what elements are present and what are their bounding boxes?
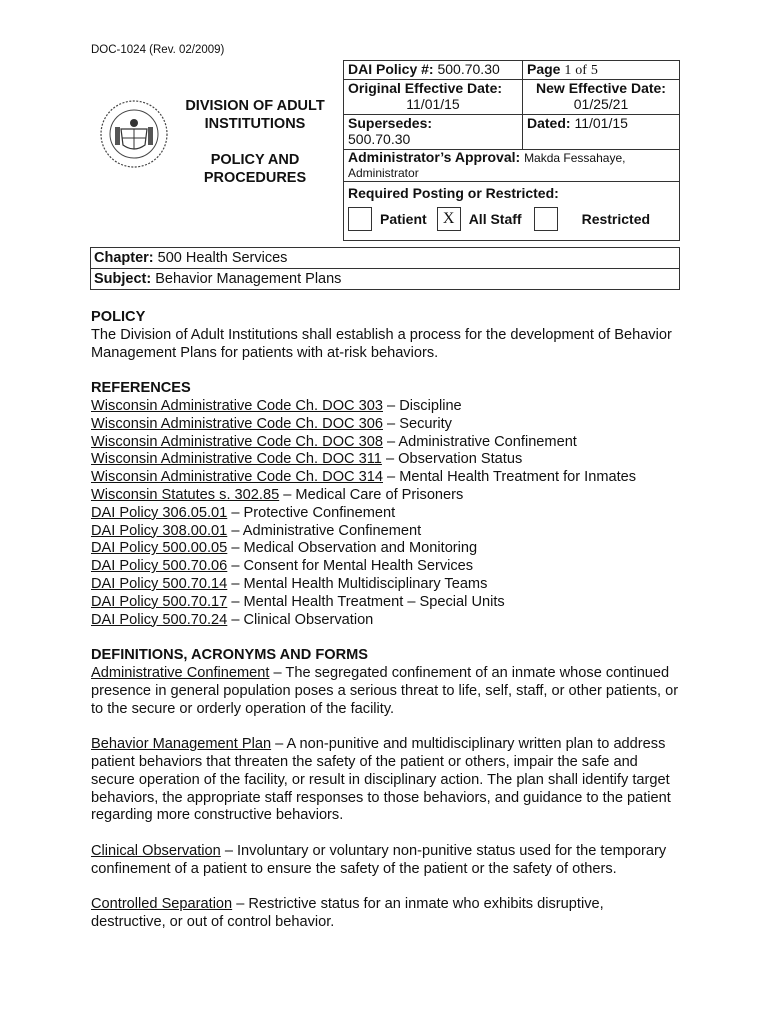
reference-desc: – Administrative Confinement bbox=[227, 522, 422, 539]
reference-item bbox=[91, 505, 681, 523]
definition-text: – The segregated confinement of an inmate whose continued presence in general population poses a serious threat to life, self, staff, or other patients, or to the secure or orderly operation of the facility. bbox=[91, 664, 679, 717]
original-effective-cell bbox=[344, 80, 523, 115]
supersedes-value: 500.70.30 bbox=[348, 131, 411, 147]
reference-item bbox=[91, 594, 681, 612]
division-title: DIVISION OF ADULT INSTITUTIONS bbox=[185, 97, 325, 132]
document-body bbox=[91, 309, 681, 932]
page-label: Page bbox=[527, 61, 561, 77]
reference-item bbox=[91, 576, 681, 594]
state-seal-icon bbox=[99, 99, 169, 169]
definition-term: Clinical Observation bbox=[91, 842, 221, 859]
restricted-checkbox[interactable] bbox=[534, 207, 558, 231]
reference-item bbox=[91, 612, 681, 630]
policy-title: POLICY bbox=[91, 309, 146, 325]
reference-link[interactable]: DAI Policy 500.70.17 bbox=[91, 593, 228, 610]
new-effective-cell bbox=[523, 80, 680, 115]
reference-desc: – Medical Care of Prisoners bbox=[279, 486, 464, 503]
reference-item bbox=[91, 523, 681, 541]
patient-label: Patient bbox=[380, 211, 427, 227]
definition-term: Controlled Separation bbox=[91, 896, 233, 913]
posting-options bbox=[348, 207, 675, 231]
definition-text: – Restrictive status for an inmate who exhibits disruptive, destructive, or out of control behavior. bbox=[91, 896, 604, 931]
posting-label: Required Posting or Restricted: bbox=[348, 185, 559, 201]
reference-item bbox=[91, 487, 681, 505]
dated-cell bbox=[523, 115, 680, 150]
reference-link[interactable]: Wisconsin Statutes s. 302.85 bbox=[91, 486, 280, 503]
reference-link[interactable]: Wisconsin Administrative Code Ch. DOC 306 bbox=[91, 415, 383, 432]
reference-item bbox=[91, 469, 681, 487]
policy-number-label: DAI Policy #: bbox=[348, 61, 434, 77]
subject-label: Subject: bbox=[94, 271, 152, 287]
reference-item bbox=[91, 416, 681, 434]
new-effective-label: New Effective Date: bbox=[536, 80, 666, 96]
reference-desc: – Mental Health Treatment for Inmates bbox=[383, 469, 637, 486]
reference-desc: – Clinical Observation bbox=[227, 611, 374, 628]
document-number: DOC-1024 (Rev. 02/2009) bbox=[91, 44, 225, 56]
definition-item bbox=[91, 665, 681, 718]
definition-text: – A non-punitive and multidisciplinary written plan to address patient behaviors that threaten the safety of the patient or others, impair the safe and secure operation of the facility, or result in disciplinary action. The plan shall identify target behaviors, the appropriate staff responses to those behaviors, and guidance to the patient regarding more constructive behaviors. bbox=[91, 736, 671, 824]
references-title: REFERENCES bbox=[91, 380, 191, 397]
patient-checkbox[interactable] bbox=[348, 207, 372, 231]
definition-text: – Involuntary or voluntary non-punitive status used for the temporary confinement of a patient to ensure the safety of the patient or the safety of others. bbox=[91, 842, 667, 877]
subject-value: Behavior Management Plans bbox=[155, 271, 342, 287]
chapter-label: Chapter: bbox=[94, 250, 154, 266]
supersedes-label: Supersedes: bbox=[348, 115, 433, 131]
new-effective-date: 01/25/21 bbox=[573, 96, 629, 112]
references-list bbox=[91, 398, 681, 629]
original-effective-date: 11/01/15 bbox=[406, 96, 460, 112]
subject-row bbox=[91, 269, 680, 290]
header-left-cell bbox=[90, 61, 344, 241]
all-staff-checkbox[interactable]: X bbox=[437, 207, 461, 231]
reference-link[interactable]: Wisconsin Administrative Code Ch. DOC 308 bbox=[91, 433, 383, 450]
supersedes-cell bbox=[344, 115, 523, 150]
page-of: of bbox=[575, 63, 587, 78]
approval-label: Administrator’s Approval: bbox=[348, 149, 521, 165]
approval-title: Administrator bbox=[348, 166, 419, 180]
reference-link[interactable]: DAI Policy 500.70.06 bbox=[91, 558, 228, 575]
policy-number-cell bbox=[344, 61, 523, 80]
reference-desc: – Administrative Confinement bbox=[383, 433, 577, 450]
reference-item bbox=[91, 398, 681, 416]
page-cell bbox=[523, 61, 680, 80]
approval-cell bbox=[344, 150, 680, 182]
original-effective-label: Original Effective Date: bbox=[348, 80, 503, 96]
definition-item bbox=[91, 843, 681, 879]
dated-value: 11/01/15 bbox=[574, 115, 628, 131]
chapter-subject-table bbox=[90, 247, 680, 290]
reference-desc: – Discipline bbox=[383, 397, 462, 414]
header-table bbox=[90, 60, 680, 241]
policy-number-value: 500.70.30 bbox=[437, 61, 500, 77]
definition-item bbox=[91, 896, 681, 932]
reference-link[interactable]: DAI Policy 500.70.24 bbox=[91, 611, 228, 628]
chapter-value: 500 Health Services bbox=[157, 250, 288, 266]
definition-term: Administrative Confinement bbox=[91, 664, 270, 681]
reference-link[interactable]: DAI Policy 500.70.14 bbox=[91, 575, 228, 592]
reference-desc: – Medical Observation and Monitoring bbox=[227, 540, 478, 557]
reference-link[interactable]: DAI Policy 308.00.01 bbox=[91, 522, 228, 539]
reference-item bbox=[91, 451, 681, 469]
policy-procedures-title: POLICY AND PROCEDURES bbox=[203, 151, 307, 186]
definitions-title: DEFINITIONS, ACRONYMS AND FORMS bbox=[91, 647, 369, 664]
page-total: 5 bbox=[590, 63, 598, 78]
all-staff-label: All Staff bbox=[468, 211, 522, 227]
reference-desc: – Protective Confinement bbox=[227, 504, 396, 521]
chapter-row bbox=[91, 248, 680, 269]
reference-desc: – Mental Health Multidisciplinary Teams bbox=[227, 575, 488, 592]
definition-term: Behavior Management Plan bbox=[91, 736, 272, 753]
reference-item bbox=[91, 540, 681, 558]
page-number: 1 bbox=[564, 63, 572, 78]
reference-desc: – Observation Status bbox=[381, 451, 523, 468]
dated-label: Dated: bbox=[527, 115, 571, 131]
reference-desc: – Security bbox=[383, 415, 452, 432]
posting-cell bbox=[344, 182, 680, 241]
reference-link[interactable]: Wisconsin Administrative Code Ch. DOC 311 bbox=[91, 451, 382, 468]
approval-name: Makda Fessahaye, bbox=[524, 151, 626, 165]
definition-item bbox=[91, 736, 681, 825]
reference-link[interactable]: DAI Policy 306.05.01 bbox=[91, 504, 228, 521]
reference-link[interactable]: Wisconsin Administrative Code Ch. DOC 314 bbox=[91, 469, 383, 486]
policy-text: The Division of Adult Institutions shall establish a process for the development of Behavior Management Plans for patients with at-risk behaviors. bbox=[91, 326, 672, 361]
reference-desc: – Consent for Mental Health Services bbox=[227, 558, 474, 575]
reference-item bbox=[91, 558, 681, 576]
restricted-label: Restricted bbox=[581, 211, 651, 227]
reference-desc: – Mental Health Treatment – Special Units bbox=[227, 593, 505, 610]
reference-link[interactable]: Wisconsin Administrative Code Ch. DOC 303 bbox=[91, 397, 383, 414]
reference-link[interactable]: DAI Policy 500.00.05 bbox=[91, 540, 228, 557]
reference-item bbox=[91, 434, 681, 452]
